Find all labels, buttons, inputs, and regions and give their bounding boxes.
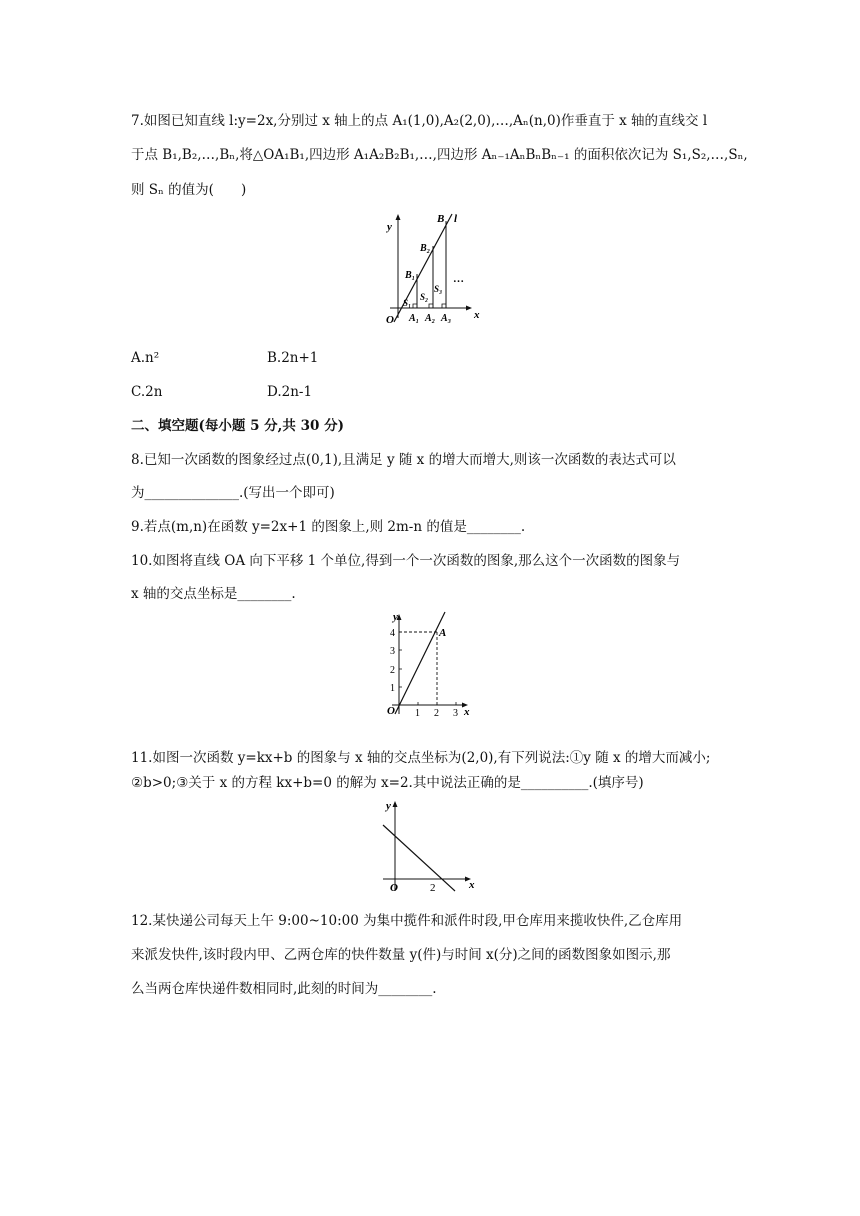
q7-fig-label-a2: A₂	[425, 313, 436, 324]
q10-fig-ytick-2: 2	[390, 665, 395, 676]
q7-figure	[386, 208, 486, 333]
q10-fig-ytick-1: 1	[390, 683, 395, 694]
q12-text-line2: 来派发快件,该时段内甲、乙两仓库的快件数量 y(件)与时间 x(分)之间的函数图象如图示,那	[131, 947, 671, 963]
q11-fig-label-x: x	[469, 879, 475, 891]
q10-fig-xtick-3: 3	[453, 708, 458, 719]
q10-fig-label-x: x	[464, 706, 470, 718]
q11-fig-label-2: 2	[430, 882, 436, 894]
q7-fig-label-b2: B₂	[420, 243, 431, 254]
q7-text-line3: 则 Sₙ 的值为( )	[131, 182, 247, 198]
q12-text-line1: 12.某快递公司每天上午 9:00~10:00 为集中揽件和派件时段,甲仓库用来揽收快件,乙仓库用	[131, 913, 683, 929]
q10-fig-xtick-2: 2	[434, 708, 439, 719]
q12-text-line3: 么当两仓库快递件数相同时,此刻的时间为________.	[131, 981, 437, 997]
q7-option-c: C.2n	[131, 384, 163, 400]
q10-fig-ytick-4: 4	[390, 628, 395, 639]
section2-heading: 二、填空题(每小题 5 分,共 30 分)	[131, 418, 344, 434]
q7-fig-label-s2: S₂	[420, 292, 429, 302]
q11-text-line1: 11.如图一次函数 y=kx+b 的图象与 x 轴的交点坐标为(2,0),有下列说法:①y 随 x 的增大而减小;	[131, 750, 711, 766]
q10-fig-ytick-3: 3	[390, 646, 395, 657]
q7-fig-label-s3: S₃	[434, 284, 443, 294]
q7-fig-label-y: y	[387, 221, 392, 233]
q11-fig-label-o: O	[390, 882, 398, 894]
q11-figure	[375, 797, 485, 895]
q7-fig-label-a3: A₃	[441, 313, 452, 324]
q7-fig-label-o: O	[386, 314, 394, 326]
q8-text-line2: 为______________.(写出一个即可)	[131, 485, 335, 501]
q10-figure	[378, 610, 478, 720]
q11-fig-label-y: y	[386, 800, 391, 812]
q8-text-line1: 8.已知一次函数的图象经过点(0,1),且满足 y 随 x 的增大而增大,则该一次函数的表达式可以	[131, 452, 676, 468]
q7-fig-label-dots: …	[453, 273, 464, 285]
q7-option-d: D.2n-1	[267, 384, 313, 400]
q7-option-b: B.2n+1	[267, 350, 319, 366]
q9-text-line1: 9.若点(m,n)在函数 y=2x+1 的图象上,则 2m-n 的值是________.	[131, 519, 526, 535]
q7-text-line1: 7.如图已知直线 l:y=2x,分别过 x 轴上的点 A₁(1,0),A₂(2,0),…,Aₙ(n,0)作垂直于 x 轴的直线交 l	[131, 113, 708, 129]
q10-fig-label-o: O	[387, 705, 395, 717]
q7-text-line2: 于点 B₁,B₂,…,Bₙ,将△OA₁B₁,四边形 A₁A₂B₂B₁,…,四边形 Aₙ₋₁AₙBₙBₙ₋₁ 的面积依次记为 S₁,S₂,…,Sₙ,	[131, 147, 748, 163]
q7-fig-label-x: x	[474, 309, 480, 321]
q7-fig-label-bn: B	[437, 213, 445, 225]
q10-fig-xtick-1: 1	[415, 708, 420, 719]
q7-fig-label-a1: A₁	[409, 313, 420, 324]
q7-fig-label-s1: S₁	[403, 298, 412, 308]
q7-fig-label-l: l	[454, 213, 458, 225]
q10-text-line1: 10.如图将直线 OA 向下平移 1 个单位,得到一个一次函数的图象,那么这个一次函数的图象与	[131, 553, 681, 569]
q11-text-line2: ②b>0;③关于 x 的方程 kx+b=0 的解为 x=2.其中说法正确的是__________.(填序号)	[131, 775, 644, 791]
q10-fig-label-y: y	[393, 611, 398, 623]
q10-fig-label-a: A	[439, 627, 447, 639]
q7-fig-label-b1: B₁	[405, 270, 416, 281]
q10-text-line2: x 轴的交点坐标是________.	[131, 586, 296, 602]
q7-option-a: A.n²	[131, 350, 160, 366]
